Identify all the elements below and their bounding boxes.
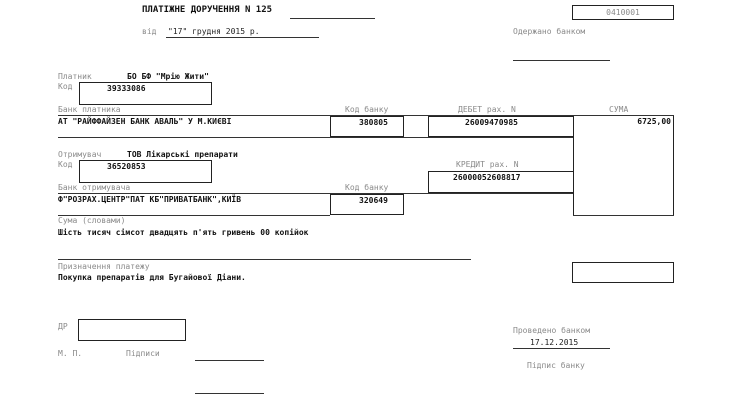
credit-account-box: [428, 171, 574, 193]
amount-label: СУМА: [609, 105, 629, 114]
recipient-code-label: Код: [58, 160, 73, 169]
purpose-top-line: [58, 259, 471, 260]
received-by-bank-label: Одержано банком: [513, 27, 586, 36]
dr-label: ДР: [58, 322, 68, 331]
document-date: "17" грудня 2015 р.: [168, 27, 260, 36]
amount-column-right-border: [673, 116, 674, 215]
amount-column-left-border: [573, 116, 574, 215]
recipient-code: 36520853: [107, 162, 146, 171]
payer-name: БО БФ "Мрію Жити": [127, 72, 209, 81]
payer-bank-code-box: [330, 116, 404, 137]
payer-label: Платник: [58, 72, 92, 81]
purpose-label: Призначення платежу: [58, 262, 150, 271]
signature-line-1: [195, 360, 264, 361]
processed-by-bank-label: Проведено банком: [513, 326, 591, 335]
document-title: ПЛАТІЖНЕ ДОРУЧЕННЯ N 125: [142, 5, 273, 15]
recipient-bank-name: Ф"РОЗРАХ.ЦЕНТР"ПАТ КБ"ПРИВАТБАНК",КИЇВ: [58, 195, 242, 204]
payer-code-box: [79, 82, 212, 105]
title-underline: [290, 18, 375, 19]
form-code-box: [572, 5, 674, 20]
stamp-label: М. П.: [58, 349, 83, 358]
dr-box: [78, 319, 186, 341]
payer-bank-code: 380805: [359, 118, 388, 127]
recipient-name: ТОВ Лікарські препарати: [127, 150, 238, 159]
recipient-bank-code: 320649: [359, 196, 388, 205]
signatures-label: Підписи: [126, 349, 160, 358]
processed-date: 17.12.2015: [530, 338, 579, 347]
debit-account-label: ДЕБЕТ рах. N: [458, 105, 516, 114]
recipient-bank-label: Банк отримувача: [58, 183, 131, 192]
amount-column-bottom-border: [573, 215, 674, 216]
form-code: 0410001: [606, 8, 640, 17]
signature-line-2: [195, 393, 264, 394]
credit-account: 26000052608817: [453, 173, 521, 182]
payer-bank-bottom-line: [58, 137, 573, 138]
recipient-bank-top-line: [58, 193, 573, 194]
amount-value: 6725,00: [637, 117, 671, 126]
payer-code-label: Код: [58, 82, 73, 91]
processed-date-line: [513, 348, 610, 349]
payer-bank-code-label: Код банку: [345, 105, 389, 114]
recipient-label: Отримувач: [58, 150, 102, 159]
bank-signature-label: Підпис банку: [527, 361, 585, 370]
date-prefix: від: [142, 27, 157, 36]
debit-account-box: [428, 116, 574, 137]
recipient-code-box: [79, 160, 212, 183]
date-underline: [166, 37, 319, 38]
credit-account-label: КРЕДИТ рах. N: [456, 160, 519, 169]
amount-words-label: Сума (словами): [58, 216, 126, 225]
amount-words: Шість тисяч сімсот двадцять п'ять гривень 00 копійок: [58, 228, 309, 237]
payer-code: 39333086: [107, 84, 146, 93]
recipient-bank-code-label: Код банку: [345, 183, 389, 192]
payer-bank-name: АТ "РАЙФФАЙЗЕН БАНК АВАЛЬ" У М.КИЄВІ: [58, 117, 232, 126]
recipient-bank-code-box: [330, 194, 404, 215]
payer-bank-label: Банк платника: [58, 105, 121, 114]
received-by-bank-line: [513, 60, 610, 61]
extra-box: [572, 262, 674, 283]
debit-account: 26009470985: [465, 118, 518, 127]
purpose-text: Покупка препаратів для Бугайової Діани.: [58, 273, 246, 282]
